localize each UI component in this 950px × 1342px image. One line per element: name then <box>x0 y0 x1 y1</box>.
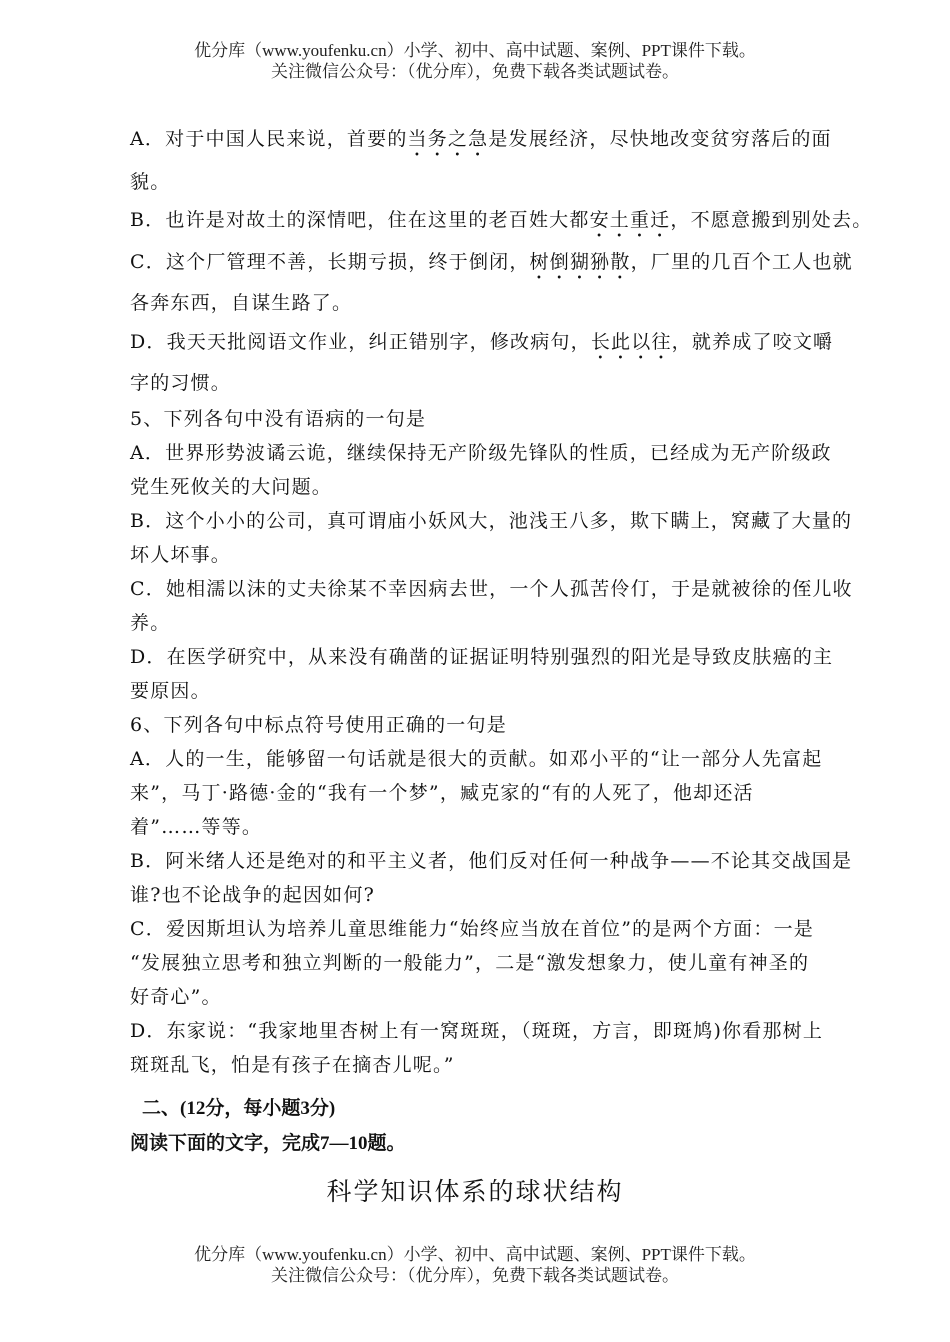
q5-option-b-line2: 坏人坏事。 <box>130 544 232 566</box>
emphasized-phrase: 树倒猢狲散 <box>529 251 631 273</box>
footer-line-2: 关注微信公众号：（优分库），免费下载各类试题试卷。 <box>271 1266 679 1285</box>
section-instruction: 阅读下面的文字，完成7—10题。 <box>130 1133 406 1154</box>
q4-option-d-line1: D．我天天批阅语文作业，纠正错别字，修改病句，长此以往，就养成了咬文嚼 <box>130 331 834 353</box>
page-header <box>0 40 950 82</box>
q5-option-a-line2: 党生死攸关的大问题。 <box>130 476 333 498</box>
q6-option-c-line3: 好奇心”。 <box>130 986 222 1008</box>
q6-option-b-line2: 谁?也不论战争的起因如何? <box>130 884 375 906</box>
q6-option-a-line1: A．人的一生，能够留一句话就是很大的贡献。如邓小平的“让一部分人先富起 <box>130 748 823 770</box>
q5-option-d-line1: D．在医学研究中，从来没有确凿的证据证明特别强烈的阳光是导致皮肤癌的主 <box>130 646 834 668</box>
emphasized-phrase: 长此以往 <box>590 331 672 353</box>
section-heading: 二、(12分，每小题3分) <box>142 1098 336 1119</box>
q4-option-a-line2: 貌。 <box>130 171 171 193</box>
document-body <box>130 120 890 1162</box>
q5-option-c-line2: 养。 <box>130 612 171 634</box>
q6-option-a-line2: 来”，马丁·路德·金的“我有一个梦”，臧克家的“有的人死了，他却还活 <box>130 782 754 804</box>
q4-option-d-line2: 字的习惯。 <box>130 372 232 394</box>
page-footer <box>0 1244 950 1286</box>
q5-option-c-line1: C．她相濡以沫的丈夫徐某不幸因病去世，一个人孤苦伶仃，于是就被徐的侄儿收 <box>130 578 853 600</box>
q6-option-c-line1: C．爱因斯坦认为培养儿童思维能力“始终应当放在首位”的是两个方面：一是 <box>130 918 814 940</box>
header-line-1: 优分库（www.youfenku.cn）小学、初中、高中试题、案例、PPT课件下载。 <box>194 41 756 60</box>
q4-option-c-line2: 各奔东西，自谋生路了。 <box>130 292 353 314</box>
q6-option-a-line3: 着”……等等。 <box>130 816 263 838</box>
q6-stem: 6、下列各句中标点符号使用正确的一句是 <box>130 714 507 736</box>
header-line-2: 关注微信公众号：（优分库），免费下载各类试题试卷。 <box>271 62 679 81</box>
q4-option-a-line1: A．对于中国人民来说，首要的当务之急是发展经济，尽快地改变贫穷落后的面 <box>130 128 832 150</box>
q5-option-d-line2: 要原因。 <box>130 680 211 702</box>
footer-line-1: 优分库（www.youfenku.cn）小学、初中、高中试题、案例、PPT课件下载。 <box>194 1245 756 1264</box>
q6-option-b-line1: B．阿米绪人还是绝对的和平主义者，他们反对任何一种战争——不论其交战国是 <box>130 850 853 872</box>
q6-option-d-line2: 斑斑乱飞，怕是有孩子在摘杏儿呢。” <box>130 1054 455 1076</box>
q4-option-c-line1: C．这个厂管理不善，长期亏损，终于倒闭，树倒猢狲散，厂里的几百个工人也就 <box>130 251 853 273</box>
q4-option-b: B．也许是对故土的深情吧，住在这里的老百姓大都安土重迁，不愿意搬到别处去。 <box>130 209 873 231</box>
article-title: 科学知识体系的球状结构 <box>326 1177 624 1206</box>
emphasized-phrase: 当务之急 <box>407 128 489 150</box>
q6-option-c-line2: “发展独立思考和独立判断的一般能力”，二是“激发想象力，使儿童有神圣的 <box>130 952 810 974</box>
q5-option-b-line1: B．这个小小的公司，真可谓庙小妖风大，池浅王八多，欺下瞒上，窝藏了大量的 <box>130 510 853 532</box>
emphasized-phrase: 安土重迁 <box>589 209 671 231</box>
q6-option-d-line1: D．东家说：“我家地里杏树上有一窝斑斑，（斑斑，方言，即斑鸠)你看那树上 <box>130 1020 824 1042</box>
q5-stem: 5、下列各句中没有语病的一句是 <box>130 408 427 430</box>
q5-option-a-line1: A．世界形势波谲云诡，继续保持无产阶级先锋队的性质，已经成为无产阶级政 <box>130 442 832 464</box>
